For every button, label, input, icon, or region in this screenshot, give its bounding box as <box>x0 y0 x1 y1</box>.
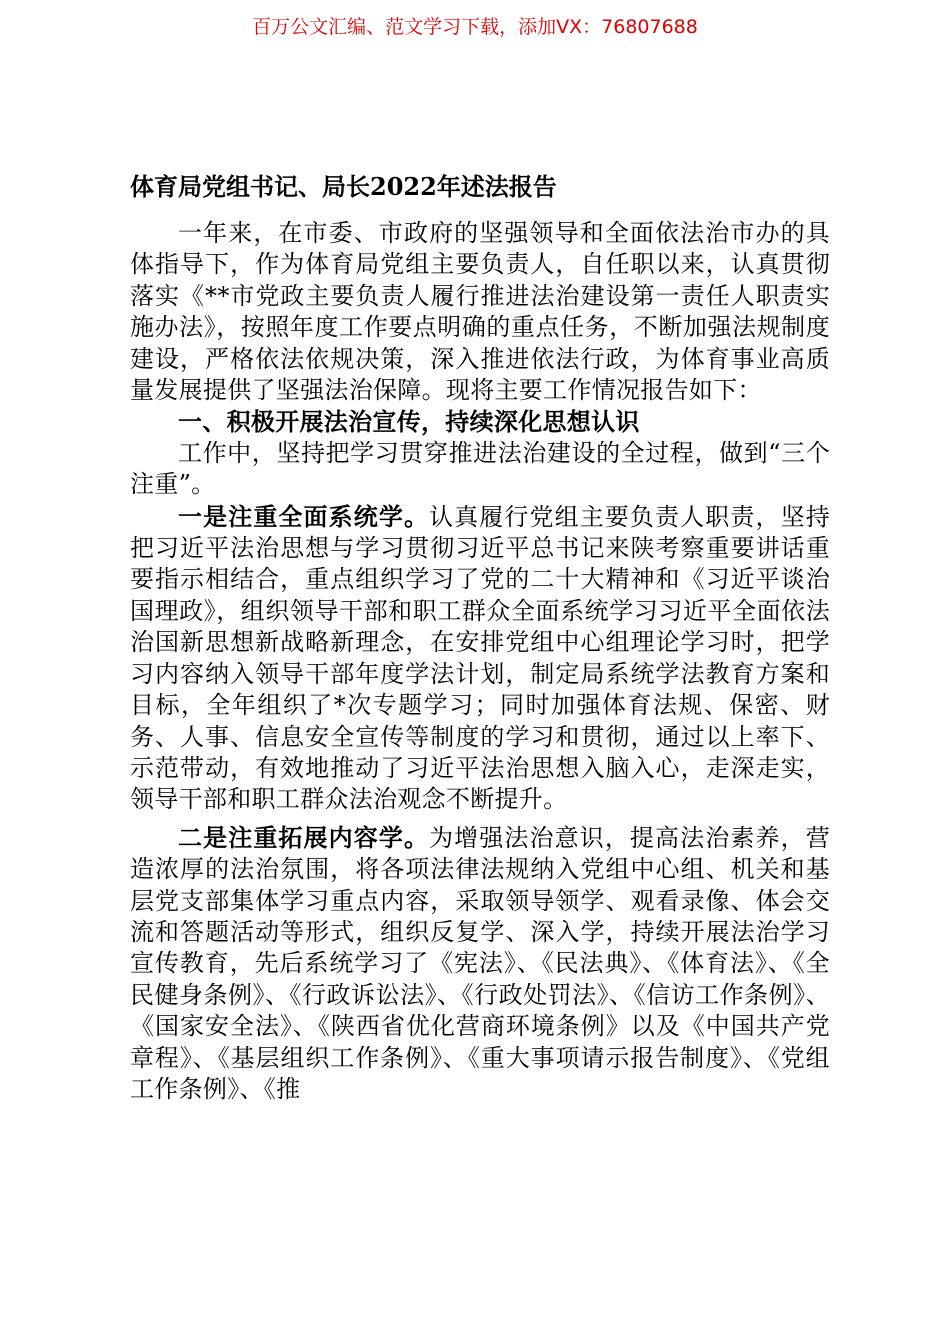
watermark-banner: 百万公文汇编、范文学习下载，添加VX：76807688 <box>252 16 698 38</box>
point-1-paragraph <box>130 501 830 816</box>
intro-paragraph: 一年来，在市委、市政府的坚强领导和全面依法治市办的具体指导下，作为体育局党组主要负责人，自任职以来，认真贯彻落实《**市党政主要负责人履行推进法治建设第一责任人职责实施办法》，按照年度工作要点明确的重点任务，不断加强法规制度建设，严格依法依规决策，深入推进依法行政，为体育事业高质量发展提供了坚强法治保障。现将主要工作情况报告如下： <box>130 219 830 405</box>
point-2-text: 为增强法治意识，提高法治素养，营造浓厚的法治氛围，将各项法律法规纳入党组中心组、机关和基层党支部集体学习重点内容，采取领导领学、观看录像、体会交流和答题活动等形式，组织反复学、深入学，持续开展法治学习宣传教育，先后系统学习了《宪法》、《民法典》、《体育法》、《全民健身条例》、《行政诉讼法》、《行政处罚法》、《信访工作条例》、《国家安全法》、《陕西省优化营商环境条例》以及《中国共产党章程》、《基层组织工作条例》、《重大事项请示报告制度》、《党组工作条例》、《推 <box>130 823 830 1103</box>
document-title: 体育局党组书记、局长2022年述法报告 <box>130 172 557 201</box>
point-2-lead: 二是注重拓展内容学。 <box>178 822 430 852</box>
section-1-intro-paragraph: 工作中，坚持把学习贯穿推进法治建设的全过程，做到“三个注重”。 <box>130 438 830 499</box>
point-1-text: 认真履行党组主要负责人职责，坚持把习近平法治思想与学习贯彻习近平总书记来陕考察重要讲话重要指示相结合，重点组织学习了党的二十大精神和《习近平谈治国理政》，组织领导干部和职工群众全面系统学习习近平全面依法治国新思想新战略新理念，在安排党组中心组理论学习时，把学习内容纳入领导干部年度学法计划，制定局系统学法教育方案和目标，全年组织了*次专题学习；同时加强体育法规、保密、财务、人事、信息安全宣传等制度的学习和贯彻，通过以上率下、示范带动，有效地推动了习近平法治思想入脑入心，走深走实，领导干部和职工群众法治观念不断提升。 <box>130 502 830 814</box>
document-body <box>130 170 830 1105</box>
point-1-lead: 一是注重全面系统学。 <box>178 501 430 531</box>
section-heading-1: 一、积极开展法治宣传，持续深化思想认识 <box>178 407 640 437</box>
point-2-paragraph <box>130 822 830 1106</box>
